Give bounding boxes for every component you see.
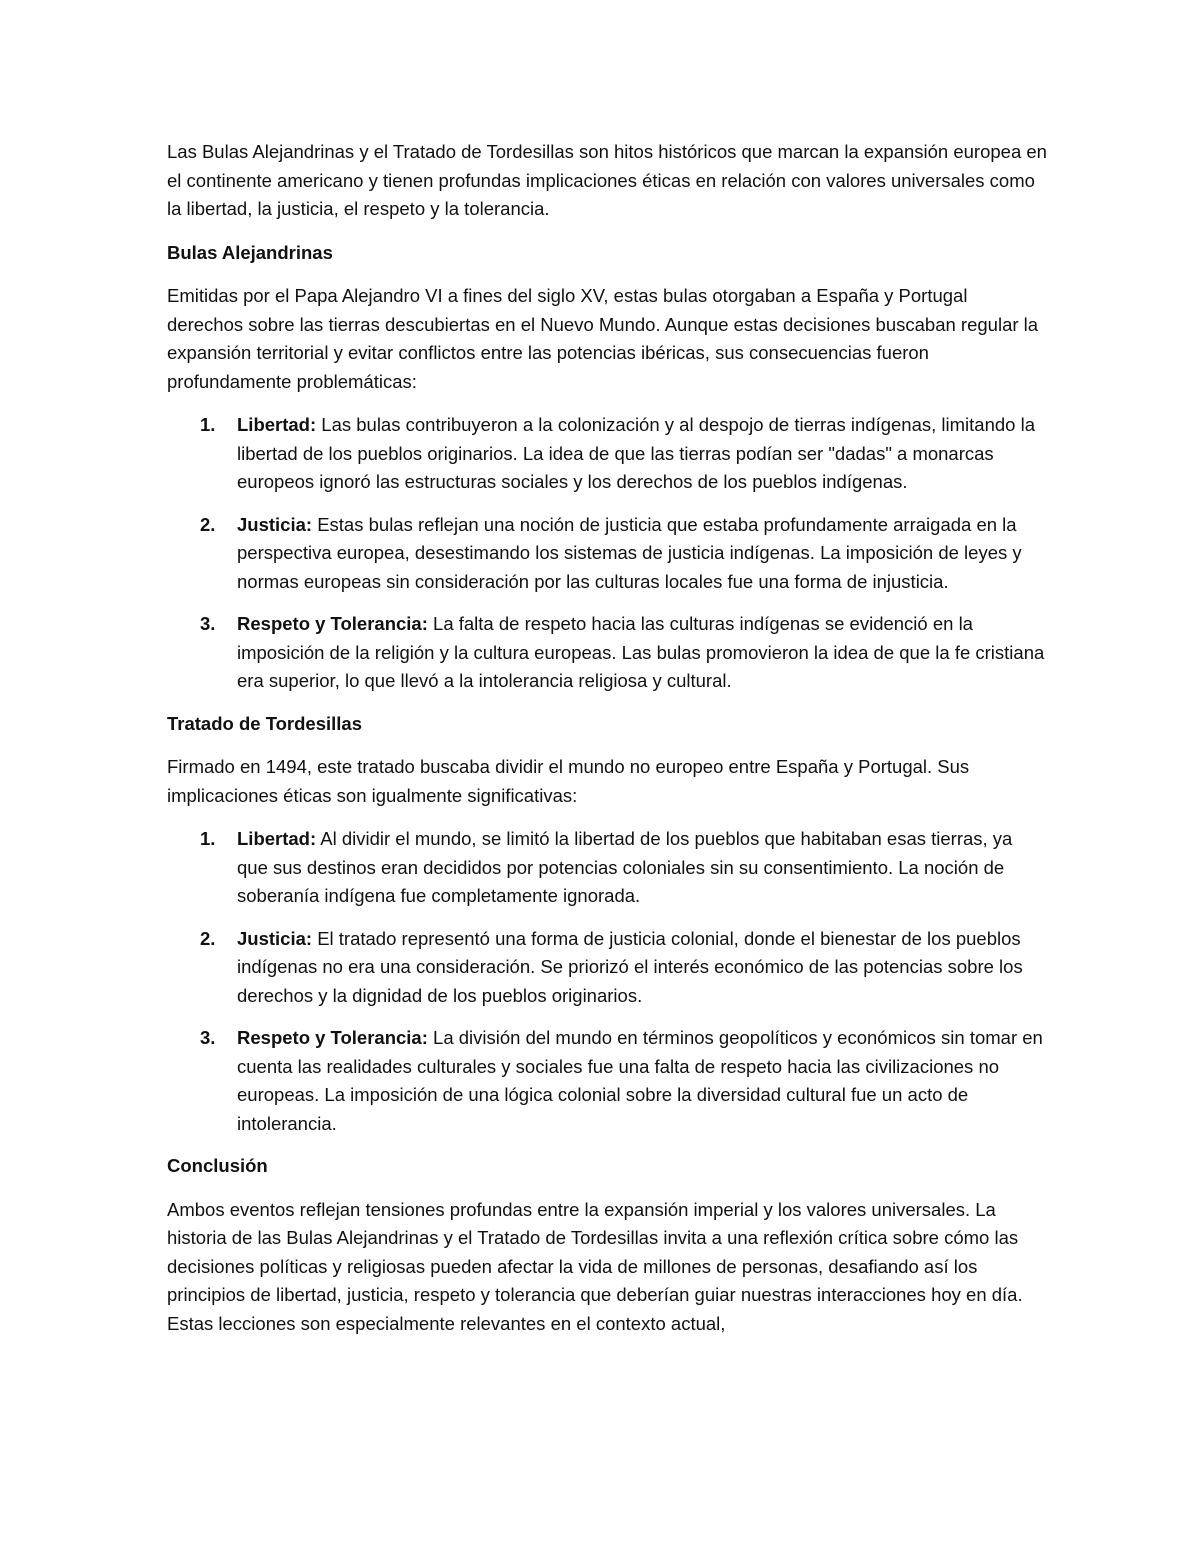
section-heading-tratado: Tratado de Tordesillas [167,712,362,734]
list-number: 2. [200,513,216,535]
tratado-paragraph: Firmado en 1494, este tratado buscaba dividir el mundo no europeo entre España y Portugal. Sus implicaciones éticas son igualmente significativas: [167,756,970,806]
list-text: La división del mundo en términos geopolíticos y económicos sin tomar en cuenta las realidades culturales y sociales fue una falta de respeto hacia las civilizaciones no europeas. La imposición de una lógica colonial sobre la diversidad cultural fue un acto de intolerancia. [237,1027,1043,1134]
list-item [167,925,1047,1011]
list-term: Respeto y Tolerancia: [237,613,428,634]
list-text: Al dividir el mundo, se limitó la libertad de los pueblos que habitaban esas tierras, ya que sus destinos eran decididos por potencias coloniales sin su consentimiento. La noción de soberanía indígena fue completamente ignorada. [237,828,1013,906]
bulas-list [167,411,1047,696]
bulas-paragraph: Emitidas por el Papa Alejandro VI a fines del siglo XV, estas bulas otorgaban a España y Portugal derechos sobre las tierras descubiertas en el Nuevo Mundo. Aunque estas decisiones buscaban regular la expansión territorial y evitar conflictos entre las potencias ibéricas, sus consecuencias fueron profundamente problemáticas: [167,285,1039,392]
tratado-list [167,825,1047,1138]
conclusion-paragraph: Ambos eventos reflejan tensiones profundas entre la expansión imperial y los valores universales. La historia de las Bulas Alejandrinas y el Tratado de Tordesillas invita a una reflexión crítica sobre cómo las decisiones políticas y religiosas pueden afectar la vida de millones de personas, desafiando así los principios de libertad, justicia, respeto y tolerancia que deberían guiar nuestras interacciones hoy en día. Estas lecciones son especialmente relevantes en el contexto actual, [167,1198,1023,1334]
list-term: Justicia: [237,927,313,949]
list-number: 2. [200,927,216,949]
list-text: La falta de respeto hacia las culturas indígenas se evidenció en la imposición de la religión y la cultura europeas. Las bulas promovieron la idea de que la fe cristiana era superior, lo que llevó a la intolerancia religiosa y cultural. [237,613,1045,691]
list-number: 3. [200,1027,216,1048]
list-item [167,511,1047,597]
section-heading-conclusion: Conclusión [167,1155,268,1176]
list-text: Estas bulas reflejan una noción de justicia que estaba profundamente arraigada en la perspectiva europea, desestimando los sistemas de justicia indígenas. La imposición de leyes y normas europeas sin consideración por las culturas locales fue una forma de injusticia. [237,513,1022,592]
intro-paragraph: Las Bulas Alejandrinas y el Tratado de Tordesillas son hitos históricos que marcan la expansión europea en el continente americano y tienen profundas implicaciones éticas en relación con valores universales como la libertad, la justicia, el respeto y la tolerancia. [167,141,1047,219]
list-term: Libertad: [237,414,317,435]
list-item [167,411,1047,497]
list-term: Respeto y Tolerancia: [237,1027,428,1048]
list-number: 1. [200,828,216,849]
list-number: 3. [200,613,216,634]
list-text: El tratado representó una forma de justicia colonial, donde el bienestar de los pueblos indígenas no era una consideración. Se priorizó el interés económico de las potencias sobre los derechos y la dignidad de los pueblos originarios. [237,927,1023,1006]
list-item [167,1024,1047,1138]
list-text: Las bulas contribuyeron a la colonización y al despojo de tierras indígenas, limitando la libertad de los pueblos originarios. La idea de que las tierras podían ser "dadas" a monarcas europeos ignoró las estructuras sociales y los derechos de los pueblos indígenas. [237,414,1035,492]
list-item [167,825,1047,911]
list-term: Justicia: [237,513,313,535]
list-item [167,610,1047,696]
section-heading-bulas: Bulas Alejandrinas [167,241,333,263]
document-page [167,138,1047,1353]
list-term: Libertad: [237,828,317,849]
list-number: 1. [200,414,216,435]
